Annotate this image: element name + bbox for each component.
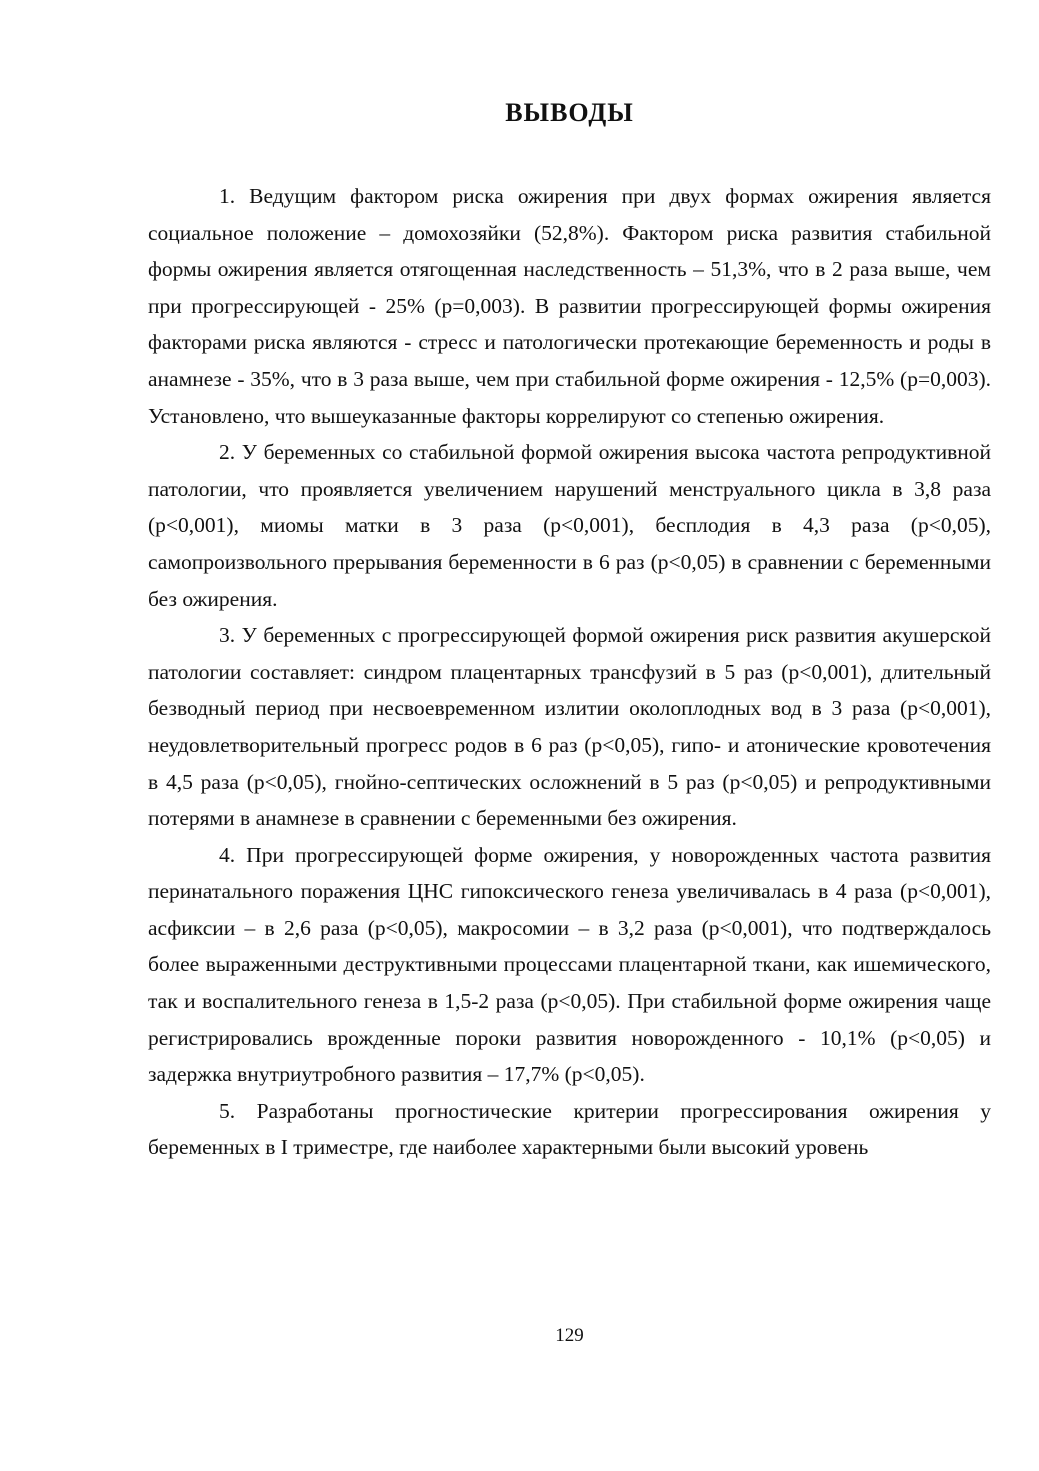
conclusion-paragraph-1: 1. Ведущим фактором риска ожирения при двух формах ожирения является социальное положение – домохозяйки (52,8%). Фактором риска развития стабильной формы ожирения является отягощенная наследственность – 51,3%, что в 2 раза выше, чем при прогрессирующей - 25% (р=0,003). В развитии прогрессирующей формы ожирения факторами риска являются - стресс и патологически протекающие беременность и роды в анамнезе - 35%, что в 3 раза выше, чем при стабильной форме ожирения - 12,5% (р=0,003). Установлено, что вышеуказанные факторы коррелируют со степенью ожирения. <box>148 184 991 428</box>
conclusion-paragraph-2: 2. У беременных со стабильной формой ожирения высока частота репродуктивной патологии, что проявляется увеличением нарушений менструального цикла в 3,8 раза (р<0,001), миомы матки в 3 раза (р<0,001), бесплодия в 4,3 раза (р<0,05), самопроизвольного прерывания беременности в 6 раз (р<0,05) в сравнении с беременными без ожирения. <box>148 440 991 611</box>
conclusions-body <box>148 178 991 1166</box>
page-number: 129 <box>555 1325 584 1346</box>
conclusion-paragraph-5: 5. Разработаны прогностические критерии прогрессирования ожирения у беременных в I триместре, где наиболее характерными были высокий уровень <box>148 1098 991 1160</box>
conclusion-paragraph-4: 4. При прогрессирующей форме ожирения, у новорожденных частота развития перинатального поражения ЦНС гипоксического генеза увеличивалась в 4 раза (р<0,001), асфиксии – в 2,6 раза (р<0,05), макросомии – в 3,2 раза (р<0,001), что подтверждалось более выраженными деструктивными процессами плацентарной ткани, как ишемического, так и воспалительного генеза в 1,5-2 раза (р<0,05). При стабильной форме ожирения чаще регистрировались врожденные пороки развития новорожденного - 10,1% (р<0,05) и задержка внутриутробного развития – 17,7% (р<0,05). <box>148 842 991 1087</box>
conclusion-paragraph-3: 3. У беременных с прогрессирующей формой ожирения риск развития акушерской патологии составляет: синдром плацентарных трансфузий в 5 раз (р<0,001), длительный безводный период при несвоевременном излитии околоплодных вод в 3 раза (р<0,001), неудовлетворительный прогресс родов в 6 раз (р<0,05), гипо- и атонические кровотечения в 4,5 раза (р<0,05), гнойно-септических осложнений в 5 раз (р<0,05) и репродуктивными потерями в анамнезе в сравнении с беременными без ожирения. <box>148 623 991 831</box>
page-title: ВЫВОДЫ <box>505 98 634 127</box>
